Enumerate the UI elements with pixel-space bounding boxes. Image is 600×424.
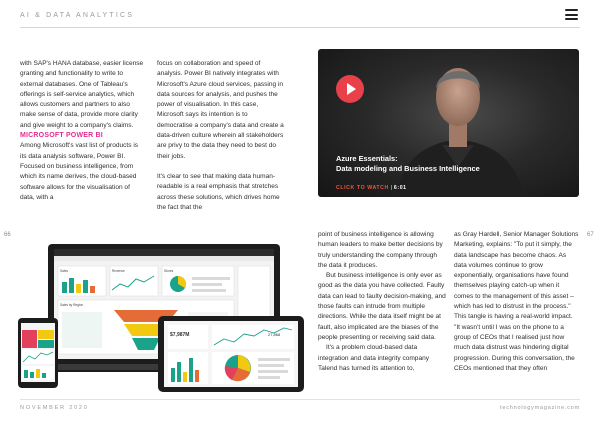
paragraph: with SAP's HANA database, easier license granting and functionality to write to external databases. One of Tableau's offerings is self-service analytics, which allows customers and partners to also make sense of data, provide more clarity and give weight to a company's claims.	[20, 60, 144, 129]
cta-label: CLICK TO WATCH	[336, 185, 389, 191]
video-thumbnail[interactable]	[318, 49, 579, 197]
laptop-card-title: Sales by Region	[60, 303, 84, 307]
video-title	[336, 154, 480, 174]
presenter-silhouette	[318, 49, 579, 197]
paragraph: as Gray Hardell, Senior Manager Solutions Marketing, explains: "To put it simply, the data landscape has become chaos. As data volumes continue to grow exponentially, organisations have found themselves playing catch-up when it comes to the management of this asset – which has led to distrust in the process." This tangle is having a real-world impact. "It wasn't until I was on the phone to a group of CEOs that I realised just how much data distrust was hindering digital progression. During this conversation, the CEOs mentioned that they often	[454, 231, 579, 372]
video-title-line1: Azure Essentials:	[336, 154, 398, 163]
play-button-icon[interactable]	[336, 75, 364, 103]
power-bi-devices-illustration	[18, 244, 304, 392]
page-number-left: 66	[4, 232, 11, 238]
paragraph: It's clear to see that making data human-readable is a real emphasis that stretches across these solutions, which drives home the fact that the	[157, 172, 280, 211]
paragraph: But business intelligence is only ever as good as the data you have collected. Faulty data can lead to faulty decision-making, and those faults can intrude from multiple directions. While the data itself might be at fault, also implicated are the biases of the people presenting or receiving said data.	[318, 272, 446, 341]
article-column-left	[20, 59, 146, 203]
hamburger-menu-icon[interactable]	[565, 9, 578, 20]
click-to-watch-link[interactable]	[336, 185, 407, 191]
tablet-kpi-secondary: 27,868	[268, 332, 281, 337]
paragraph: point of business intelligence is allowing human leaders to make better decisions by truly understanding the company through the data it produces.	[318, 231, 443, 269]
page-number-right: 67	[587, 232, 594, 238]
header-divider	[20, 27, 580, 28]
video-title-line2: Data modeling and Business Intelligence	[336, 164, 480, 173]
footer-issue-date: NOVEMBER 2020	[20, 405, 89, 411]
article-column-right-2	[454, 230, 580, 374]
video-duration: 6:01	[393, 185, 407, 191]
article-column-middle	[157, 59, 285, 213]
tablet-kpi-value: $7,987M	[170, 332, 190, 338]
subheading-microsoft-power-bi: MICROSOFT POWER BI	[20, 132, 103, 140]
article-column-right-1	[318, 230, 446, 374]
laptop-card-title: Sales	[60, 269, 68, 273]
paragraph: focus on collaboration and speed of analysis. Power BI natively integrates with Microsoft's Azure cloud services, passing in data sources for analysis, and pushes the power of visualisation. In this case, Microsoft says its intention is to democratise a company's data and create a data-driven culture wherein all stakeholders are privy to the data they need to best do their jobs.	[157, 60, 284, 160]
laptop-card-title: Revenue	[112, 269, 125, 273]
footer-divider	[20, 399, 580, 400]
section-title: AI & DATA ANALYTICS	[20, 12, 135, 19]
laptop-card-title: Stores	[164, 269, 174, 273]
paragraph: It's a problem cloud-based data integration and data integrity company Talend has turned its attention to,	[318, 344, 430, 372]
footer-website-link[interactable]: technologymagazine.com	[500, 405, 580, 411]
paragraph: Among Microsoft's vast list of products is its data analysis software, Power BI. Focused on business intelligence, from which its name derives, the cloud-based software allows for the visualisation of data, with a	[20, 142, 139, 201]
